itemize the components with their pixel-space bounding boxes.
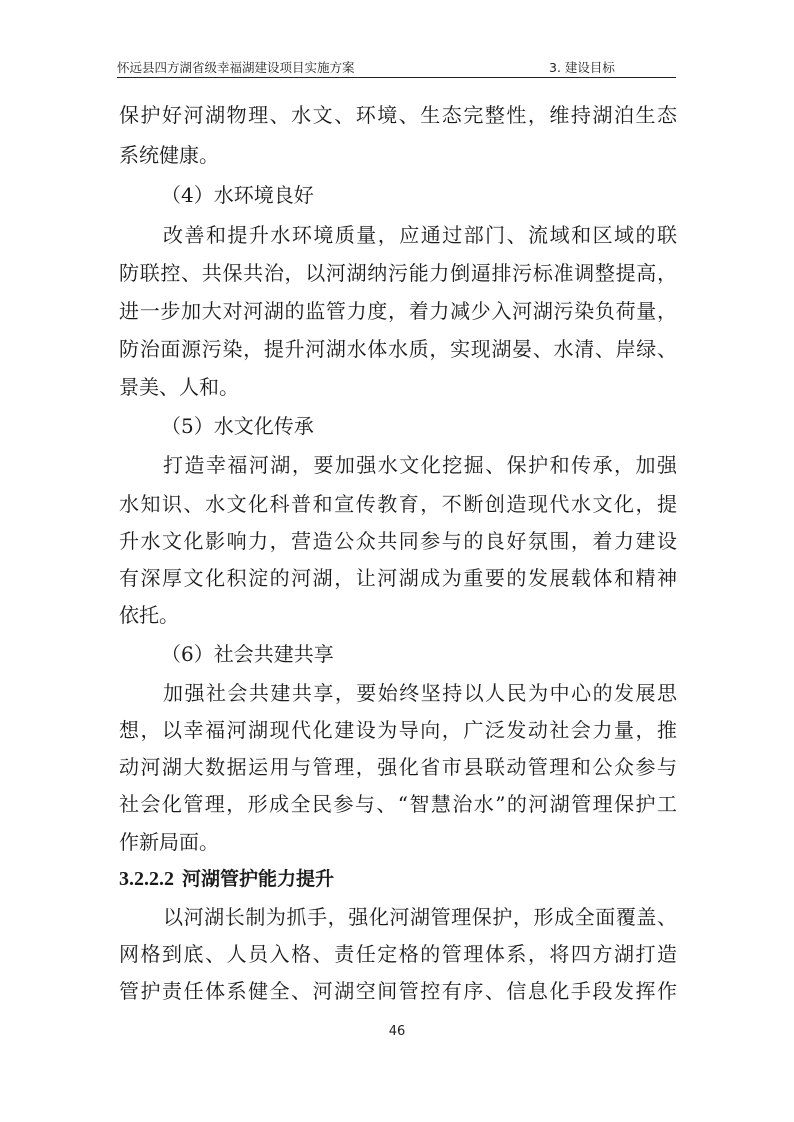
subheading-social-cobuild: （6）社会共建共享 bbox=[161, 642, 334, 666]
paragraph-line: 打造幸福河湖，要加强水文化挖掘、保护和传承，加强 bbox=[163, 453, 677, 477]
paragraph-line: 升水文化影响力，营造公众共同参与的良好氛围，着力建设 bbox=[119, 529, 677, 553]
section-title: 河湖管护能力提升 bbox=[182, 868, 335, 890]
paragraph-line: 加强社会共建共享，要始终坚持以人民为中心的发展思 bbox=[163, 681, 677, 705]
running-header bbox=[117, 55, 676, 78]
paragraph-line: 水知识、水文化科普和宣传教育，不断创造现代水文化，提 bbox=[119, 492, 677, 516]
section-heading bbox=[119, 864, 334, 894]
paragraph-line: 景美、人和。 bbox=[119, 375, 239, 399]
paragraph-line: 动河湖大数据运用与管理，强化省市县联动管理和公众参与 bbox=[119, 755, 677, 779]
paragraph-line: 保护好河湖物理、水文、环境、生态完整性，维持湖泊生态 bbox=[119, 103, 677, 127]
paragraph-line: 作新局面。 bbox=[119, 830, 219, 854]
subheading-water-culture: （5）水文化传承 bbox=[161, 414, 314, 438]
paragraph-line: 进一步加大对河湖的监管力度，着力减少入河湖污染负荷量， bbox=[119, 299, 677, 323]
paragraph-line: 系统健康。 bbox=[119, 143, 219, 167]
paragraph-line: 依托。 bbox=[119, 603, 179, 627]
paragraph-line: 以河湖长制为抓手，强化河湖管理保护，形成全面覆盖、 bbox=[163, 905, 677, 929]
section-number: 3.2.2.2 bbox=[119, 868, 174, 890]
subheading-water-environment: （4）水环境良好 bbox=[161, 183, 314, 207]
paragraph-line: 防治面源污染，提升河湖水体水质，实现湖晏、水清、岸绿、 bbox=[119, 337, 677, 361]
chapter-label: 3. 建设目标 bbox=[549, 60, 615, 75]
paragraph-line: 有深厚文化积淀的河湖，让河湖成为重要的发展载体和精神 bbox=[119, 566, 677, 590]
paragraph-line: 防联控、共保共治，以河湖纳污能力倒逼排污标准调整提高， bbox=[119, 261, 677, 285]
paragraph-line: 网格到底、人员入格、责任定格的管理体系，将四方湖打造 bbox=[119, 942, 677, 966]
page-number: 46 bbox=[388, 1024, 406, 1039]
document-title: 怀远县四方湖省级幸福湖建设项目实施方案 bbox=[117, 60, 355, 75]
paragraph-line: 想，以幸福河湖现代化建设为导向，广泛发动社会力量，推 bbox=[119, 718, 677, 742]
paragraph-line: 改善和提升水环境质量，应通过部门、流域和区域的联 bbox=[163, 223, 677, 247]
paragraph-line: 社会化管理，形成全民参与、“智慧治水”的河湖管理保护工 bbox=[119, 792, 677, 816]
paragraph-line: 管护责任体系健全、河湖空间管控有序、信息化手段发挥作 bbox=[119, 979, 677, 1003]
